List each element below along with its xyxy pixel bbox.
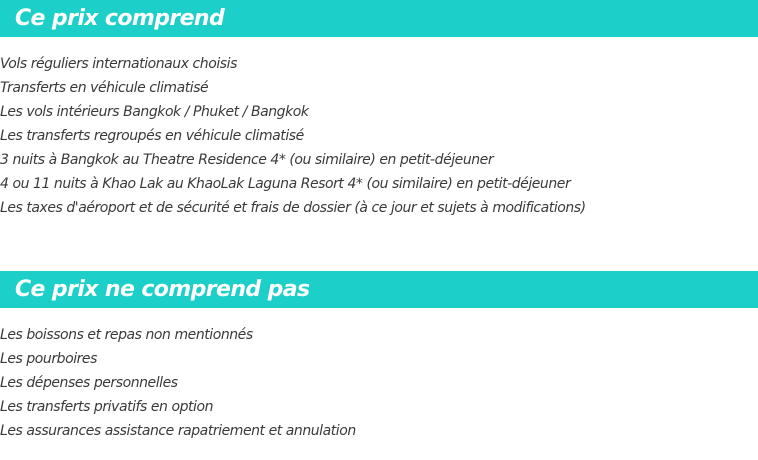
includes-item: Les vols intérieurs Bangkok / Phuket / Bangkok bbox=[0, 104, 309, 120]
includes-item: Les taxes d'aéroport et de sécurité et frais de dossier (à ce jour et sujets à modifications) bbox=[0, 200, 586, 216]
includes-header bbox=[0, 0, 758, 37]
excludes-list bbox=[0, 323, 356, 443]
includes-list bbox=[0, 52, 586, 220]
includes-item: Vols réguliers internationaux choisis bbox=[0, 56, 237, 72]
includes-item: 3 nuits à Bangkok au Theatre Residence 4* (ou similaire) en petit-déjeuner bbox=[0, 152, 494, 168]
excludes-item: Les assurances assistance rapatriement et annulation bbox=[0, 423, 356, 439]
excludes-header bbox=[0, 271, 758, 308]
excludes-item: Les boissons et repas non mentionnés bbox=[0, 327, 253, 343]
excludes-item: Les dépenses personnelles bbox=[0, 375, 178, 391]
includes-title: Ce prix comprend bbox=[15, 6, 225, 31]
includes-item: Transferts en véhicule climatisé bbox=[0, 80, 209, 96]
includes-item: 4 ou 11 nuits à Khao Lak au KhaoLak Laguna Resort 4* (ou similaire) en petit-déjeuner bbox=[0, 176, 571, 192]
excludes-title: Ce prix ne comprend pas bbox=[15, 277, 310, 302]
excludes-item: Les transferts privatifs en option bbox=[0, 399, 214, 415]
includes-item: Les transferts regroupés en véhicule climatisé bbox=[0, 128, 304, 144]
excludes-item: Les pourboires bbox=[0, 351, 97, 367]
